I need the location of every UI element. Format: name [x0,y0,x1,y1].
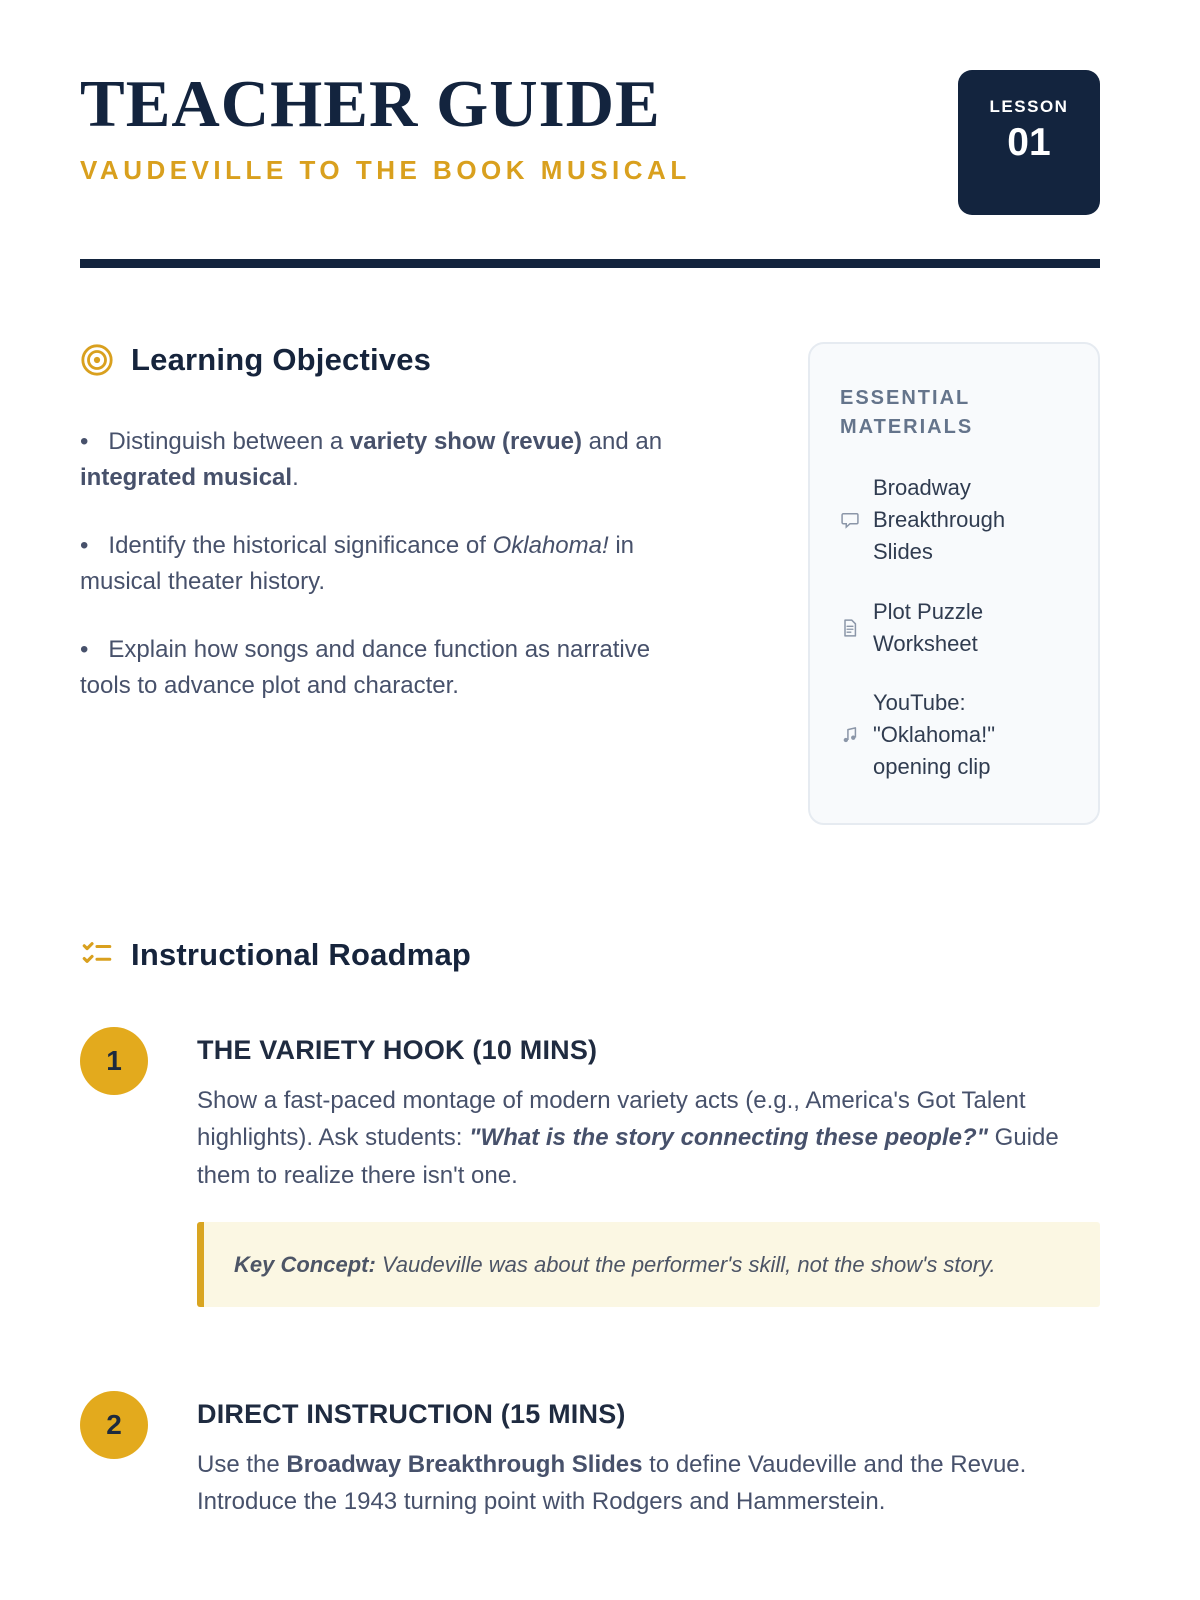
step-number-badge: 1 [80,1027,148,1095]
step-title: DIRECT INSTRUCTION (15 MINS) [197,1398,626,1429]
objectives-column [80,342,772,704]
objective-item [80,424,680,496]
step-title: THE VARIETY HOOK (10 MINS) [197,1035,598,1066]
checklist-icon [80,938,114,972]
text-segment: "What is the story connecting these people?" [469,1124,988,1152]
worksheet-icon [840,618,860,638]
header-text [80,67,691,186]
key-concept-callout [197,1222,1100,1307]
materials-heading: ESSENTIAL MATERIALS [840,387,974,438]
lesson-badge [958,70,1100,215]
roadmap-section [80,937,1100,1520]
material-item [840,596,1068,660]
text-segment: variety show (revue) [349,428,582,455]
page-title: TEACHER GUIDE [80,67,661,141]
bullet-icon: • [80,636,89,663]
objective-item [80,632,680,704]
text-segment: and an [581,428,663,455]
text-segment: Guide them to realize there isn't one. [197,1124,1059,1189]
material-item [840,472,1068,568]
text-segment: Oklahoma! [492,532,609,559]
slides-icon [840,510,860,530]
essential-materials-card [808,342,1100,825]
materials-list [840,472,1068,783]
roadmap-step [80,1391,1100,1520]
target-icon [80,343,114,377]
text-segment: integrated musical [80,464,293,491]
step-body [197,1082,1100,1194]
step-content [197,1391,1100,1520]
page-subtitle: VAUDEVILLE TO THE BOOK MUSICAL [80,154,691,185]
step-content [197,1027,1100,1307]
text-segment: to define Vaudeville and the Revue. Introduce the 1943 turning point with Rodgers and Hammerstein. [197,1450,1027,1515]
material-label: YouTube: "Oklahoma!" opening clip [873,690,995,780]
bullet-icon: • [80,428,89,455]
roadmap-heading-text: Instructional Roadmap [131,937,472,973]
objectives-section [80,342,1100,825]
text-segment: Explain how songs and dance function as narrative tools to advance plot and character. [80,636,651,699]
material-label: Broadway Breakthrough Slides [873,475,1006,564]
objective-item [80,528,680,600]
text-segment: . [292,464,299,491]
text-segment: Distinguish between a [108,428,350,455]
roadmap-step [80,1027,1100,1307]
objectives-heading [80,342,772,378]
text-segment: Identify the historical significance of [108,532,493,559]
objectives-heading-text: Learning Objectives [131,342,432,377]
music-note-icon [840,725,860,745]
text-segment: Use the [197,1450,287,1478]
text-segment: Vaudeville was about the performer's skill, not the show's story. [375,1251,996,1277]
step-number-badge: 2 [80,1391,148,1459]
text-segment: Broadway Breakthrough Slides [286,1450,643,1478]
roadmap-steps [80,1027,1100,1520]
material-item [840,687,1068,783]
lesson-number: 01 [1007,121,1051,164]
text-segment: Key Concept: [234,1251,376,1277]
header [80,67,1100,215]
step-body [197,1446,1100,1520]
objectives-list [80,424,680,704]
text-segment: in musical theater history. [80,532,635,595]
lesson-label: LESSON [989,97,1069,116]
bullet-icon: • [80,532,89,559]
header-divider [80,259,1100,268]
text-segment: Show a fast-paced montage of modern variety acts (e.g., America's Got Talent highlights). Ask students: [197,1087,1026,1152]
roadmap-heading [80,937,1100,973]
material-label: Plot Puzzle Worksheet [873,598,984,656]
